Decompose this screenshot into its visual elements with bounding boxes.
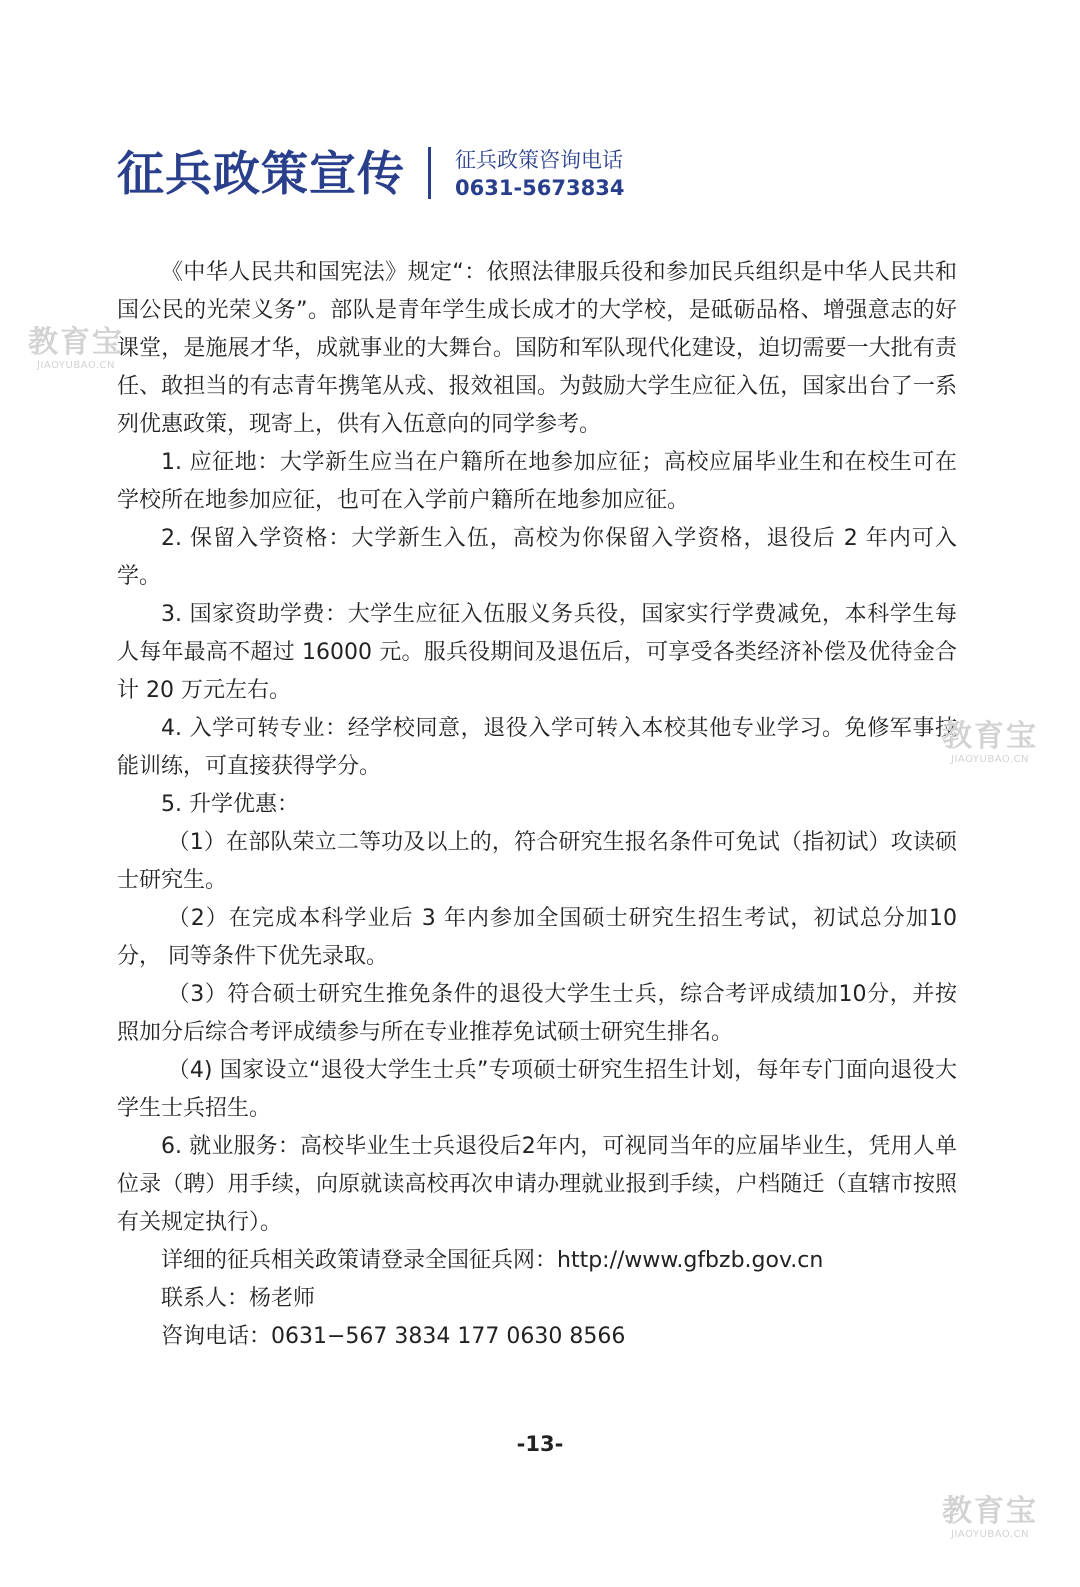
policy-item-enlistment-location: 1. 应征地：大学新生应当在户籍所在地参加应征；高校应届毕业生和在校生可在学校所在地参加应征，也可在入学前户籍所在地参加应征。 — [117, 450, 957, 513]
phone-line: 咨询电话：0631−567 3834 177 0630 8566 — [161, 1324, 626, 1349]
watermark-url-text: JIAOYUBAO.CN — [37, 360, 115, 371]
watermark-logo — [16, 326, 136, 372]
policy-item-reserve-admission: 2. 保留入学资格：大学新生入伍，高校为你保留入学资格，退役后 2 年内可入学。 — [117, 526, 957, 589]
policy-item-change-major: 4. 入学可转专业：经学校同意，退役入学可转入本校其他专业学习。免修军事技能训练，可直接获得学分。 — [117, 716, 957, 779]
policy-item-tuition-aid: 3. 国家资助学费：大学生应征入伍服义务兵役，国家实行学费减免，本科学生每人每年最高不超过 16000 元。服兵役期间及退伍后，可享受各类经济补偿及优待金合计 20 万元左右。 — [117, 602, 957, 703]
watermark-logo — [930, 1495, 1050, 1541]
further-study-sub-item-2: （2）在完成本科学业后 3 年内参加全国硕士研究生招生考试，初试总分加10分， 同等条件下优先录取。 — [117, 906, 957, 969]
watermark-logo-text: 教育宝 — [28, 325, 124, 360]
watermark-logo — [930, 720, 1050, 766]
policy-item-further-study: 5. 升学优惠： — [161, 792, 299, 817]
watermark-logo-text: 教育宝 — [942, 1494, 1038, 1529]
further-study-sub-item-3: （3）符合硕士研究生推免条件的退役大学生士兵，综合考评成绩加10分，并按照加分后综合考评成绩参与所在专业推荐免试硕士研究生排名。 — [117, 982, 957, 1045]
policy-body — [117, 254, 957, 1356]
contact-line: 联系人：杨老师 — [161, 1286, 316, 1311]
website-line: 详细的征兵相关政策请登录全国征兵网：http://www.gfbzb.gov.cn — [161, 1248, 824, 1273]
hotline-number: 0631-5673834 — [455, 176, 625, 200]
intro-paragraph: 《中华人民共和国宪法》规定“：依照法律服兵役和参加民兵组织是中华人民共和国公民的光荣义务”。部队是青年学生成长成才的大学校，是砥砺品格、增强意志的好课堂，是施展才华，成就事业的大舞台。国防和军队现代化建设，迫切需要一大批有责任、敢担当的有志青年携笔从戎、报效祖国。为鼓励大学生应征入伍，国家出台了一系列优惠政策，现寄上，供有入伍意向的同学参考。 — [117, 260, 957, 437]
page-title: 征兵政策宣传 — [117, 147, 405, 202]
header-divider — [428, 147, 431, 199]
page-header — [117, 145, 977, 205]
hotline-label: 征兵政策咨询电话 — [455, 148, 623, 172]
policy-item-employment: 6. 就业服务：高校毕业生士兵退役后2年内，可视同当年的应届毕业生，凭用人单位录（聘）用手续，向原就读高校再次申请办理就业报到手续，户档随迁（直辖市按照有关规定执行）。 — [117, 1134, 957, 1235]
watermark-url-text: JIAOYUBAO.CN — [951, 754, 1029, 765]
page-number: -13- — [516, 1432, 564, 1456]
further-study-sub-item-1: （1）在部队荣立二等功及以上的，符合研究生报名条件可免试（指初试）攻读硕士研究生。 — [117, 830, 957, 893]
watermark-url-text: JIAOYUBAO.CN — [951, 1529, 1029, 1540]
further-study-sub-item-4: （4) 国家设立“退役大学生士兵”专项硕士研究生招生计划，每年专门面向退役大学生士兵招生。 — [117, 1058, 957, 1121]
watermark-logo-text: 教育宝 — [942, 719, 1038, 754]
